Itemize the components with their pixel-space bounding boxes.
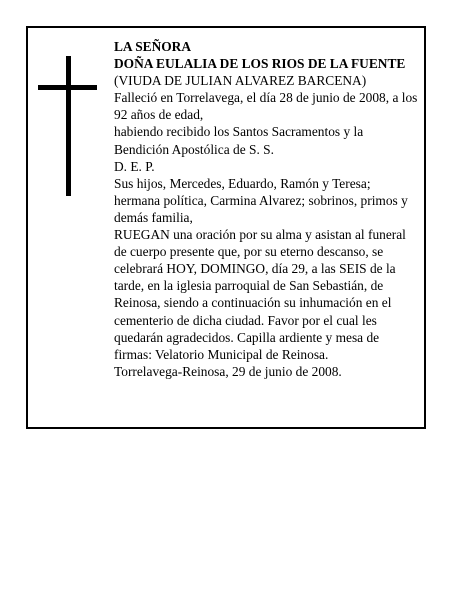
request-paragraph: RUEGAN una oración por su alma y asistan al funeral de cuerpo presente que, por su eterno descanso, se celebrará HOY, DOMINGO, día 29, a las SEIS de la tarde, en la iglesia parroquial de San Sebastián, de Reinosa, siendo a continuación su inhumación en el cementerio de dicha ciudad. Favor por el cual les quedarán agradecidos. Capilla ardiente y mesa de firmas: Velatorio Municipal de Reinosa. [114,227,406,362]
cross-horizontal-bar [38,85,97,90]
place-date-line: Torrelavega-Reinosa, 29 de junio de 2008. [114,363,342,379]
family-line: Sus hijos, Mercedes, Eduardo, Ramón y Teresa; hermana política, Carmina Alvarez; sobrinos, primos y demás familia, [114,175,408,225]
notice-title: LA SEÑORA [114,39,192,54]
cross-vertical-bar [66,56,71,196]
rip-line: D. E. P. [114,158,155,174]
sacraments-line: habiendo recibido los Santos Sacramentos y la Bendición Apostólica de S. S. [114,124,364,157]
deceased-name: DOÑA EULALIA DE LOS RIOS DE LA FUENTE [114,56,406,72]
death-line: Falleció en Torrelavega, el día 28 de junio de 2008, a los 92 años de edad, [114,90,418,123]
obituary-text [114,38,418,380]
widow-line: (VIUDA DE JULIAN ALVAREZ BARCENA) [114,73,367,89]
